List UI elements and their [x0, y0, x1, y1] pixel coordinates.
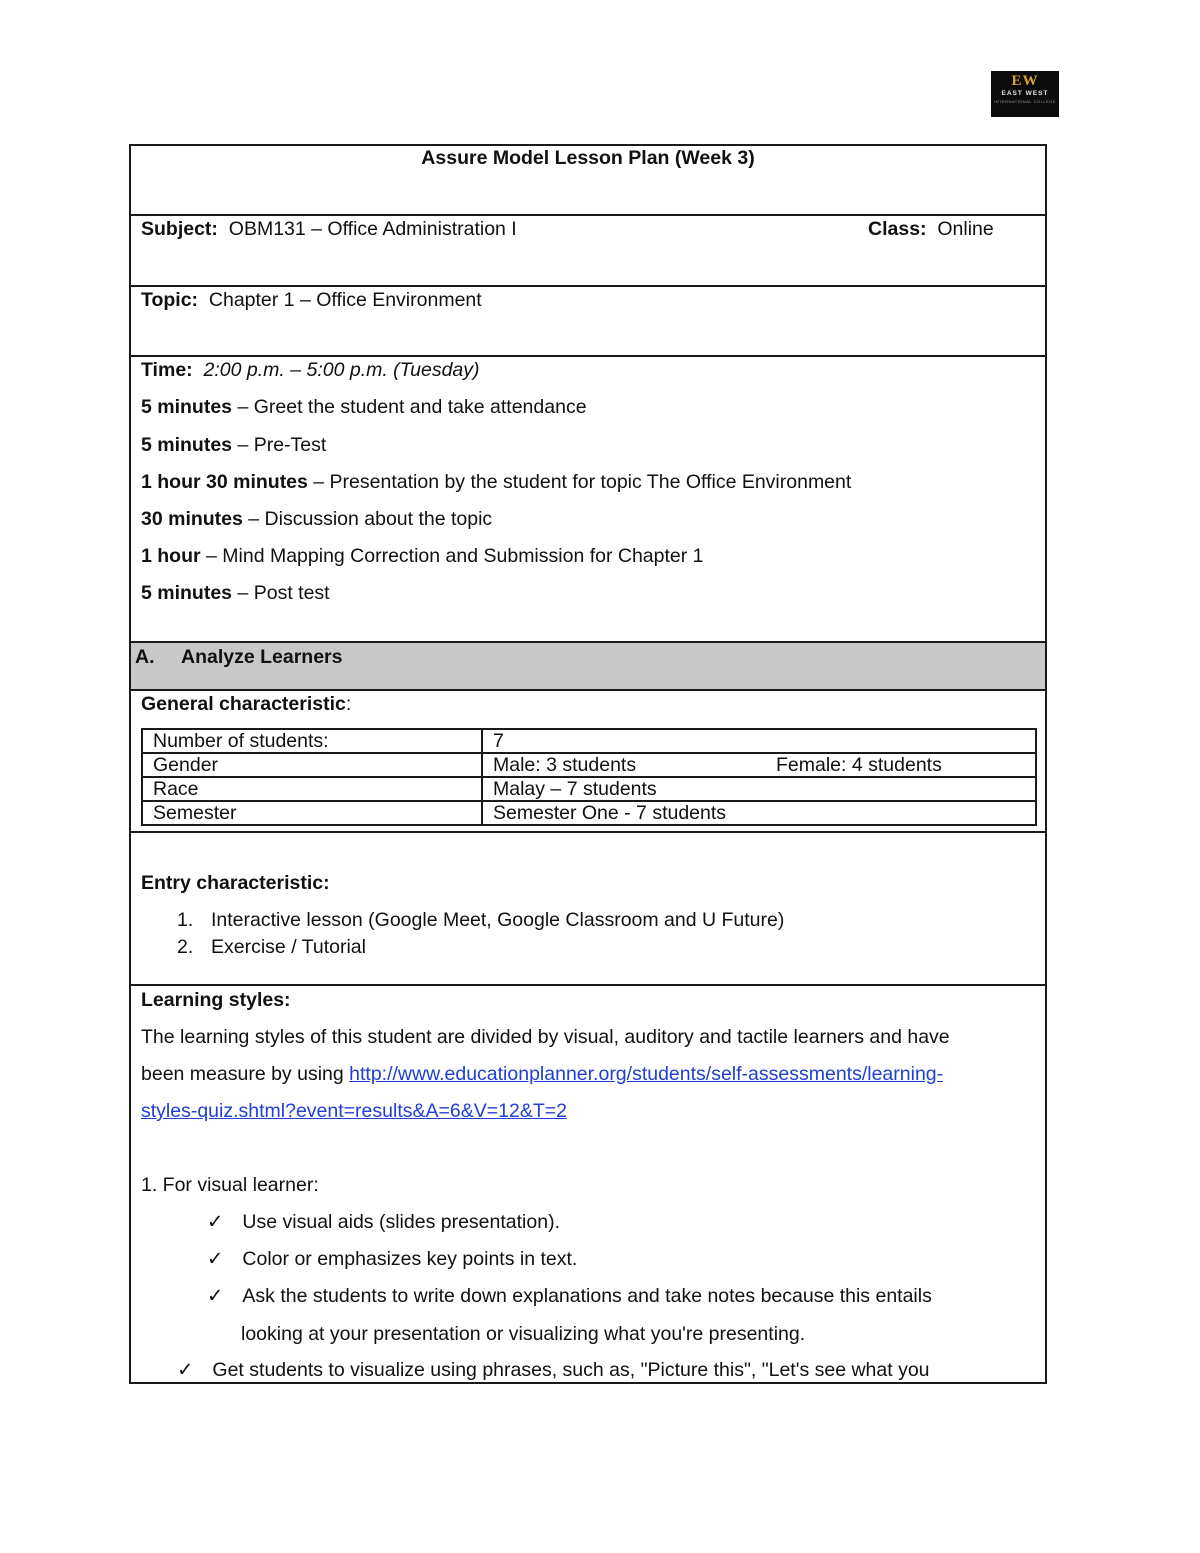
table-cell-value: Semester One - 7 students	[482, 801, 1036, 825]
row-divider	[129, 285, 1047, 287]
schedule-activity: – Greet the student and take attendance	[232, 396, 587, 418]
page-title: Assure Model Lesson Plan (Week 3)	[421, 147, 755, 169]
quiz-link-continued[interactable]: styles-quiz.shtml?event=results&A=6&V=12&T=2	[141, 1100, 567, 1122]
check-item	[207, 1248, 577, 1271]
schedule-item	[141, 508, 492, 531]
schedule-duration: 5 minutes	[141, 396, 233, 418]
schedule-item	[141, 396, 587, 419]
learning-styles-heading: Learning styles:	[141, 989, 291, 1011]
general-characteristic-heading	[141, 693, 351, 716]
female-count: Female: 4 students	[776, 754, 942, 776]
schedule-activity: – Discussion about the topic	[242, 508, 493, 530]
table-row	[142, 801, 1036, 825]
general-characteristic-table	[141, 728, 1037, 826]
schedule-activity: – Post test	[232, 582, 330, 604]
logo-subtext: INTERNATIONAL COLLEGE	[993, 98, 1057, 104]
logo-text: EAST WEST	[1001, 90, 1049, 97]
table-row	[142, 753, 1036, 777]
schedule-item	[141, 545, 704, 568]
table-cell-label: Semester	[142, 801, 482, 825]
schedule-duration: 30 minutes	[141, 508, 243, 530]
schedule-item	[141, 582, 330, 605]
row-divider	[129, 831, 1047, 833]
subject-value: OBM131 – Office Administration I	[228, 218, 517, 240]
section-a-title: Analyze Learners	[181, 646, 343, 668]
visual-learner-heading: 1. For visual learner:	[141, 1174, 319, 1196]
topic-line	[141, 289, 482, 312]
check-item	[177, 1359, 930, 1382]
table-cell-label: Race	[142, 777, 482, 801]
row-divider	[129, 984, 1047, 986]
topic-value: Chapter 1 – Office Environment	[208, 289, 482, 311]
learning-styles-link-line	[141, 1100, 567, 1123]
quiz-link[interactable]: http://www.educationplanner.org/students/self-assessments/learning-	[349, 1063, 944, 1085]
topic-label: Topic:	[141, 289, 199, 311]
subject-label: Subject:	[141, 218, 218, 240]
table-row	[142, 777, 1036, 801]
table-row	[142, 729, 1036, 753]
schedule-activity: – Mind Mapping Correction and Submission for Chapter 1	[200, 545, 704, 567]
list-item: Interactive lesson (Google Meet, Google Classroom and U Future)	[211, 909, 785, 931]
row-divider	[129, 689, 1047, 691]
list-item-number: 1.	[177, 909, 194, 931]
general-colon: :	[345, 693, 352, 715]
checkmark-icon: ✓	[207, 1248, 224, 1270]
schedule-duration: 1 hour 30 minutes	[141, 471, 308, 493]
college-logo	[991, 71, 1059, 117]
male-count: Male: 3 students	[493, 754, 637, 776]
check-item-text: Ask the students to write down explanations and take notes because this entails	[242, 1285, 932, 1307]
check-item	[207, 1211, 560, 1234]
entry-characteristic-heading: Entry characteristic:	[141, 872, 330, 894]
learning-styles-paragraph: The learning styles of this student are divided by visual, auditory and tactile learners and have	[141, 1026, 950, 1048]
check-item-text: Get students to visualize using phrases, such as, "Picture this", "Let's see what you	[212, 1359, 930, 1381]
time-line	[141, 359, 480, 382]
schedule-activity: – Pre-Test	[232, 434, 327, 456]
time-value: 2:00 p.m. – 5:00 p.m. (Tuesday)	[203, 359, 480, 381]
section-a-letter: A.	[135, 646, 155, 668]
subject-line	[141, 218, 517, 241]
list-item-number: 2.	[177, 936, 194, 958]
logo-mark: EW	[1011, 73, 1039, 89]
class-line	[868, 218, 994, 241]
class-label: Class:	[868, 218, 927, 240]
check-item-text: Color or emphasizes key points in text.	[242, 1248, 578, 1270]
table-cell-value: 7	[482, 729, 1036, 753]
schedule-item	[141, 471, 851, 494]
list-item: Exercise / Tutorial	[211, 936, 366, 958]
learning-styles-paragraph	[141, 1063, 943, 1086]
paragraph-text: been measure by using	[141, 1063, 350, 1085]
table-cell-value: Malay – 7 students	[482, 777, 1036, 801]
table-cell-value	[482, 753, 1036, 777]
schedule-duration: 5 minutes	[141, 582, 233, 604]
checkmark-icon: ✓	[207, 1285, 224, 1307]
general-label: General characteristic	[141, 693, 346, 715]
schedule-duration: 1 hour	[141, 545, 201, 567]
table-cell-label: Gender	[142, 753, 482, 777]
schedule-item	[141, 434, 326, 457]
table-cell-label: Number of students:	[142, 729, 482, 753]
schedule-activity: – Presentation by the student for topic The Office Environment	[307, 471, 852, 493]
row-divider	[129, 214, 1047, 216]
checkmark-icon: ✓	[207, 1211, 224, 1233]
class-value: Online	[937, 218, 994, 240]
schedule-duration: 5 minutes	[141, 434, 233, 456]
check-item	[207, 1285, 932, 1308]
check-item-text: Use visual aids (slides presentation).	[242, 1211, 560, 1233]
row-divider	[129, 355, 1047, 357]
time-label: Time:	[141, 359, 193, 381]
check-item-continued: looking at your presentation or visualizing what you're presenting.	[241, 1323, 806, 1345]
checkmark-icon: ✓	[177, 1359, 194, 1381]
